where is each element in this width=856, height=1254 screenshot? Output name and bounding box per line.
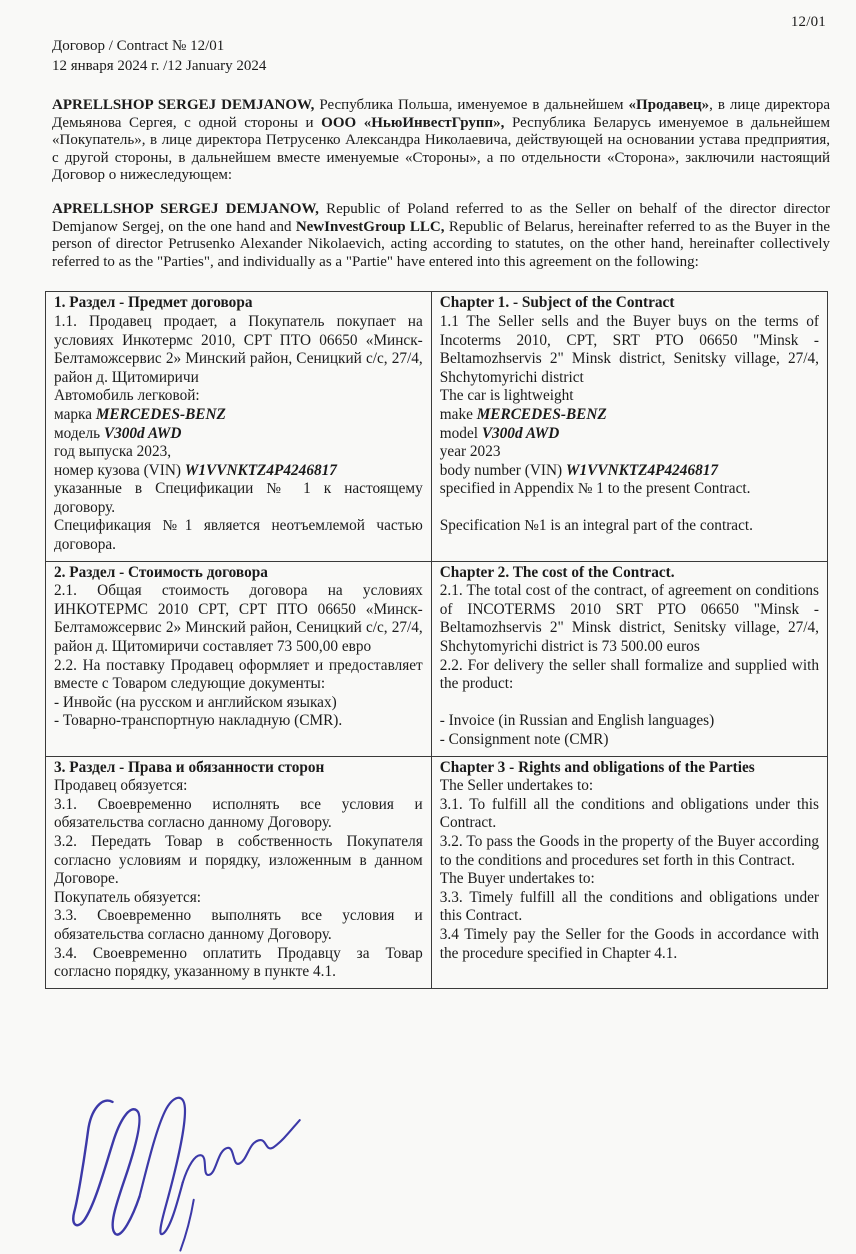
- table-row-section-2: [46, 561, 828, 756]
- table-row-section-3: [46, 756, 828, 988]
- section-2-english-cell: Chapter 2. The cost of the Contract. 2.1. The total cost of the contract, of agreement on conditions of INCOTERMS 2010 SRT PTO 06650 "Minsk - Beltamozhservis 2" Minsk district, Senitsky village, 27/4, Shchytomyrichi district is 73 500.00 euros 2.2. For delivery the seller shall formalize and supplied with the product: - Invoice (in Russian and English languages) - Consignment note (CMR): [431, 561, 827, 756]
- page-number: 12/01: [790, 14, 826, 30]
- table-row-section-1: [46, 292, 828, 561]
- section-3-russian-cell: 3. Раздел - Права и обязанности сторон Продавец обязуется: 3.1. Своевременно исполнять все условия и обязательства согласно данному Договору. 3.2. Передать Товар в собственность Покупателя согласно условиям и порядку, изложенным в данном Договоре. Покупатель обязуется: 3.3. Своевременно выполнять все условия и обязательства согласно данному Договору. 3.4. Своевременно оплатить Продавцу за Товар согласно порядку, указанному в пункте 4.1.: [46, 756, 432, 988]
- section-1-english-cell: Chapter 1. - Subject of the Contract 1.1 The Seller sells and the Buyer buys on the terms of Incoterms 2010, CPT, SRT PTO 06650 "Minsk - Beltamozhservis 2" Minsk district, Senitsky village, 27/4, Shchytomyrichi district The car is lightweight make MERCEDES-BENZ model V300d AWD year 2023 body number (VIN) W1VVNKTZ4P4246817 specified in Appendix № 1 to the present Contract. Specification №1 is an integral part of the contract.: [431, 292, 827, 561]
- preamble-russian: APRELLSHOP SERGEJ DEMJANOW, Республика Польша, именуемое в дальнейшем «Продавец», в лице директора Демьянова Сергея, с одной стороны и ООО «НьюИнвестГрупп», Республика Беларусь именуемое в дальнейшем «Покупатель», в лице директора Петрусенко Александра Николаевича, действующей на основании устава предприятия, с другой стороны, в дальнейшем вместе именуемые «Стороны», а по отдельности «Сторона», заключили настоящий Договор о нижеследующем:: [52, 97, 831, 184]
- preamble-english: APRELLSHOP SERGEJ DEMJANOW, Republic of Poland referred to as the Seller on behalf of the director director Demjanow Sergej, on the one hand and NewInvestGroup LLC, Republic of Belarus, hereinafter referred to as the Buyer in the person of director Petrusenko Alexander Nikolaevich, acting according to statutes, on the other hand, hereinafter collectively referred to as the "Parties", and individually as a "Partie" have entered into this agreement on the following:: [52, 200, 831, 270]
- handwritten-signature: [42, 1075, 337, 1254]
- section-3-english-cell: Chapter 3 - Rights and obligations of the Parties The Seller undertakes to: 3.1. To fulfill all the conditions and obligations under this Contract. 3.2. To pass the Goods in the property of the Buyer according to the conditions and procedures set forth in this Contract. The Buyer undertakes to: 3.3. Timely fulfill all the conditions and obligations under this Contract. 3.4 Timely pay the Seller for the Goods in accordance with the procedure specified in Chapter 4.1.: [431, 756, 827, 988]
- contract-date: 12 января 2024 г. /12 January 2024: [52, 58, 267, 74]
- section-1-russian-cell: 1. Раздел - Предмет договора 1.1. Продавец продает, а Покупатель покупает на условиях Инкотермс 2010, CPT ПТО 06650 «Минск-Белтаможсервис 2» Минский район, Сеницкий с/с, 27/4, район д. Щитомиричи Автомобиль легковой: марка MERCEDES-BENZ модель V300d AWD год выпуска 2023, номер кузова (VIN) W1VVNKTZ4P4246817 указанные в Спецификации № 1 к настоящему договору. Спецификация №1 является неотъемлемой частью договора.: [46, 292, 432, 561]
- section-2-russian-cell: 2. Раздел - Стоимость договора 2.1. Общая стоимость договора на условиях ИНКОТЕРМС 2010 CPT, CPT ПТО 06650 «Минск-Белтаможсервис 2» Минский район, Сеницкий с/с, 27/4, район д. Щитомиричи составляет 73 500,00 евро 2.2. На поставку Продавец оформляет и предоставляет вместе с Товаром следующие документы: - Инвойс (на русском и английском языках) - Товарно-транспортную накладную (CMR).: [46, 561, 432, 756]
- contract-table: [45, 291, 828, 988]
- contract-title: Договор / Contract № 12/01: [52, 38, 225, 54]
